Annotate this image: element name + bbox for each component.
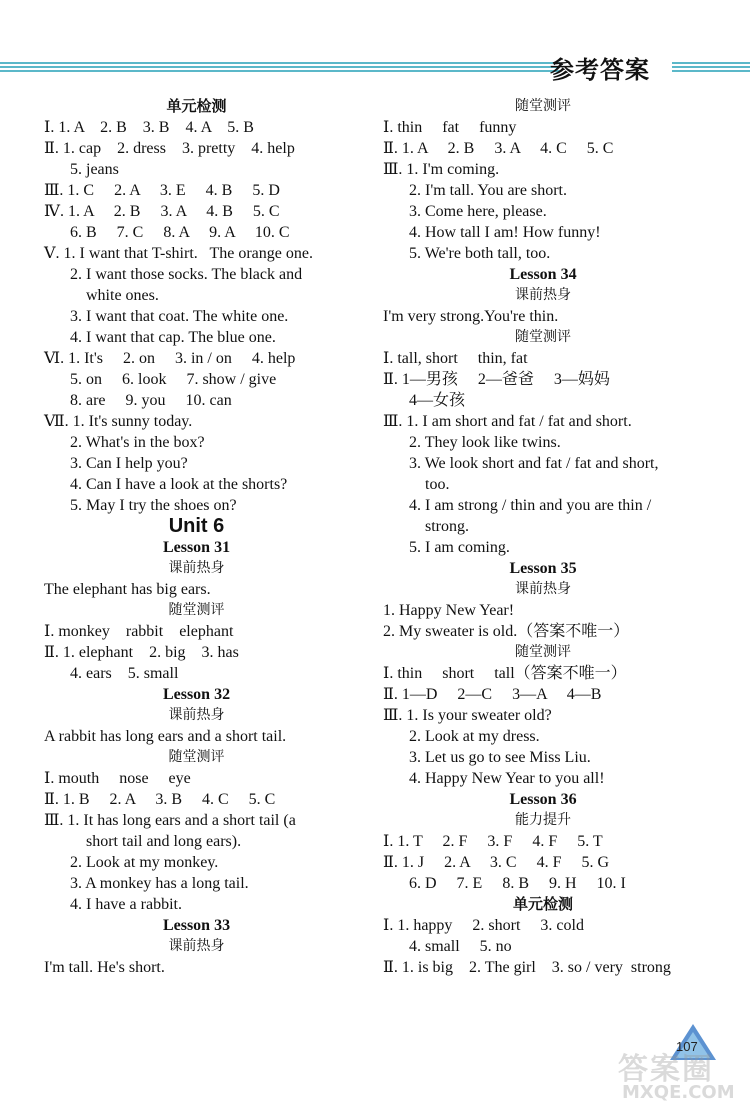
watermark-logo: 答案圈 [618,1052,714,1087]
answer-line: 4. small 5. no [409,938,512,955]
answer-column-left [44,96,349,978]
answer-line: 5. May I try the shoes on? [70,497,237,514]
section-heading: 单元检测 [512,895,573,913]
answer-line: 4. How tall I am! How funny! [409,224,601,241]
subsection-heading: 课前热身 [168,938,225,954]
answer-line: 6. B 7. C 8. A 9. A 10. C [70,224,290,241]
answer-line: 3. Let us go to see Miss Liu. [409,749,591,766]
answer-line: 5. I am coming. [409,539,510,556]
answer-line: Ⅳ. 1. A 2. B 3. A 4. B 5. C [44,203,280,220]
answer-line: 2. Look at my dress. [409,728,540,745]
subsection-heading: 随堂测评 [515,98,571,114]
header-rule-right [672,62,750,76]
subsection-heading: 课前热身 [168,707,225,723]
answer-line: Ⅱ. 1—男孩 2—爸爸 3—妈妈 [383,371,610,388]
answer-line: Ⅰ. 1. A 2. B 3. B 4. A 5. B [44,119,254,136]
answer-line: 2. I want those socks. The black and [70,266,303,283]
answer-line: Ⅲ. 1. C 2. A 3. E 4. B 5. D [44,182,280,199]
answer-line: 3. Can I help you? [70,455,188,472]
answer-line: Ⅵ. 1. It's 2. on 3. in / on 4. help [44,350,296,367]
answer-line: 2. My sweater is old.（答案不唯一） [383,623,630,640]
answer-line: 3. A monkey has a long tail. [70,875,249,892]
lesson-heading: Lesson 36 [509,791,577,808]
answer-line: strong. [425,518,469,535]
answer-line: 1. Happy New Year! [383,602,515,619]
answer-line: 4. Happy New Year to you all! [409,770,605,787]
lesson-heading: Lesson 33 [162,917,231,934]
answer-line: Ⅲ. 1. I'm coming. [383,161,500,178]
answer-line: 5. We're both tall, too. [409,245,551,262]
answer-line: 3. I want that coat. The white one. [70,308,289,325]
answer-line: 3. We look short and fat / fat and short, [409,455,659,472]
answer-line: Ⅰ. monkey rabbit elephant [44,623,234,640]
answer-line: Ⅰ. mouth nose eye [44,770,191,787]
unit-heading: Unit 6 [168,515,225,537]
answer-line: Ⅲ. 1. Is your sweater old? [383,707,552,724]
watermark-url: MXQE.COM [622,1082,735,1103]
section-title: 参考答案 [550,56,650,84]
answer-line: 4. I have a rabbit. [70,896,182,913]
answer-line: Ⅲ. 1. I am short and fat / fat and short. [383,413,632,430]
answer-line: Ⅴ. 1. I want that T-shirt. The orange one. [44,245,313,262]
answer-line: Ⅱ. 1. B 2. A 3. B 4. C 5. C [44,791,276,808]
lesson-heading: Lesson 34 [509,266,577,283]
answer-line: Ⅰ. thin short tall（答案不唯一） [383,665,627,682]
answer-line: short tail and long ears). [86,833,242,850]
answer-line: Ⅱ. 1—D 2—C 3—A 4—B [383,686,602,703]
subsection-heading: 课前热身 [515,581,571,597]
answer-line: Ⅶ. 1. It's sunny today. [44,413,193,430]
answer-line: Ⅰ. thin fat funny [383,119,517,136]
answer-line: I'm very strong.You're thin. [383,308,559,325]
answer-line: Ⅱ. 1. elephant 2. big 3. has [44,644,239,661]
answer-line: 4. I want that cap. The blue one. [70,329,276,346]
answer-column-right [383,96,703,978]
answer-line: Ⅱ. 1. cap 2. dress 3. pretty 4. help [44,140,295,157]
subsection-heading: 课前热身 [515,287,571,303]
answer-line: 2. I'm tall. You are short. [409,182,567,199]
subsection-heading: 随堂测评 [168,749,225,765]
answer-line: 6. D 7. E 8. B 9. H 10. I [409,875,626,892]
lesson-heading: Lesson 32 [162,686,231,703]
answer-line: 4. I am strong / thin and you are thin / [409,497,652,514]
answer-line: 2. What's in the box? [70,434,205,451]
subsection-heading: 课前热身 [168,560,225,576]
subsection-heading: 随堂测评 [168,602,225,618]
answer-line: 5. jeans [70,161,119,178]
answer-line: 4. ears 5. small [70,665,179,682]
answer-line: 2. They look like twins. [409,434,561,451]
answer-line: white ones. [86,287,159,304]
page-header [0,0,750,100]
answer-line: Ⅰ. 1. happy 2. short 3. cold [383,917,584,934]
subsection-heading: 随堂测评 [515,329,571,345]
answer-line: Ⅱ. 1. A 2. B 3. A 4. C 5. C [383,140,614,157]
answer-line: 4. Can I have a look at the shorts? [70,476,288,493]
answer-line: I'm tall. He's short. [44,959,165,976]
lesson-heading: Lesson 31 [162,539,231,556]
answer-line: 8. are 9. you 10. can [70,392,232,409]
answer-line: Ⅱ. 1. J 2. A 3. C 4. F 5. G [383,854,610,871]
answer-line: 2. Look at my monkey. [70,854,219,871]
answer-line: Ⅰ. tall, short thin, fat [383,350,528,367]
answer-line: Ⅲ. 1. It has long ears and a short tail (a [44,812,296,829]
answer-line: too. [425,476,450,493]
answer-line: The elephant has big ears. [44,581,211,598]
lesson-heading: Lesson 35 [509,560,577,577]
page-footer [610,1022,750,1106]
answer-line: 5. on 6. look 7. show / give [70,371,277,388]
page-number: 107 [676,1039,698,1054]
section-heading: 单元检测 [166,97,227,115]
subsection-heading: 随堂测评 [515,644,571,660]
answer-line: 4—女孩 [409,392,466,409]
answer-line: A rabbit has long ears and a short tail. [44,728,287,745]
subsection-heading: 能力提升 [515,812,571,828]
answer-line: Ⅰ. 1. T 2. F 3. F 4. F 5. T [383,833,603,850]
answer-line: Ⅱ. 1. is big 2. The girl 3. so / very strong [383,959,671,976]
answer-line: 3. Come here, please. [409,203,547,220]
header-rule-left [0,62,560,76]
